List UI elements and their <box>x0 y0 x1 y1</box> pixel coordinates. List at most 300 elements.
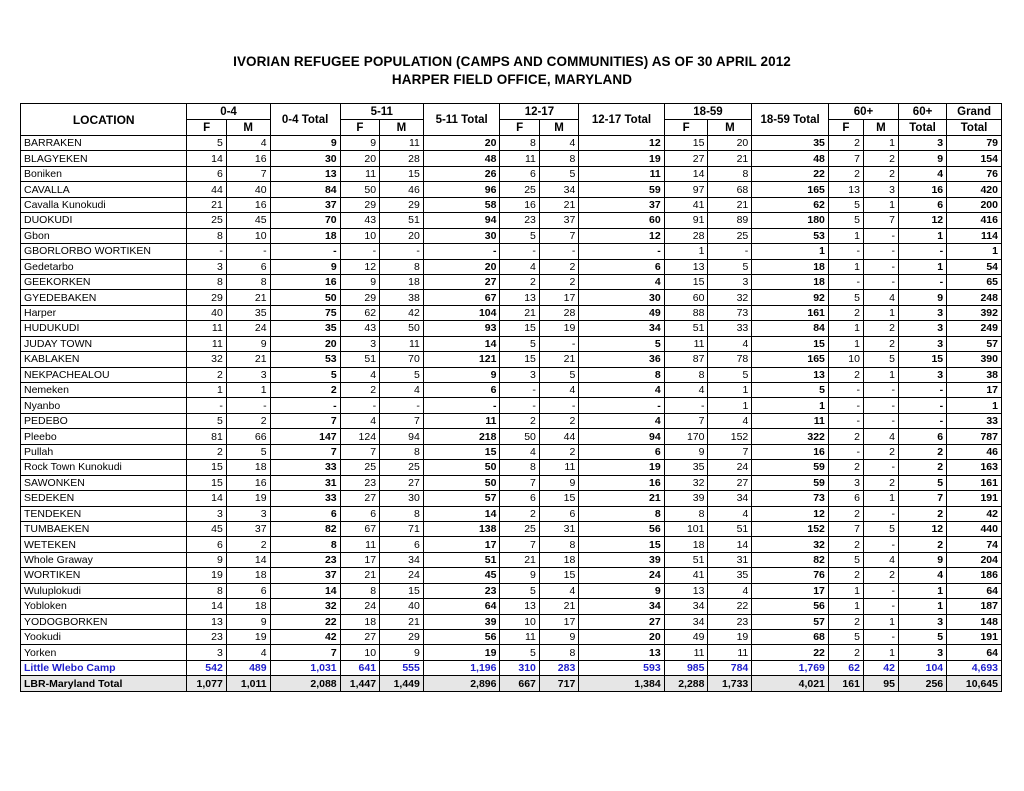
value-cell: - <box>828 274 863 289</box>
value-cell: 49 <box>664 630 708 645</box>
value-cell: 66 <box>226 429 270 444</box>
value-cell: 5 <box>270 367 340 382</box>
value-cell: 5 <box>828 552 863 567</box>
header-m-0-4: M <box>226 120 270 136</box>
value-cell: 12 <box>898 213 946 228</box>
value-cell: 8 <box>226 274 270 289</box>
value-cell: 5 <box>579 336 664 351</box>
value-cell: 283 <box>539 660 578 675</box>
value-cell: 21 <box>539 599 578 614</box>
value-cell: 4 <box>863 290 898 305</box>
value-cell: 310 <box>500 660 539 675</box>
value-cell: 249 <box>947 321 1002 336</box>
value-cell: 180 <box>752 213 829 228</box>
value-cell: 62 <box>828 660 863 675</box>
value-cell: 24 <box>708 460 752 475</box>
value-cell: 35 <box>664 460 708 475</box>
value-cell: - <box>500 398 539 413</box>
value-cell: 21 <box>500 305 539 320</box>
value-cell: 42 <box>380 305 424 320</box>
value-cell: 5 <box>898 475 946 490</box>
value-cell: 3 <box>898 645 946 660</box>
value-cell: 170 <box>664 429 708 444</box>
table-row <box>21 444 1002 459</box>
value-cell: 57 <box>947 336 1002 351</box>
value-cell: 40 <box>187 305 226 320</box>
value-cell: 1 <box>828 599 863 614</box>
value-cell: - <box>828 244 863 259</box>
value-cell: 18 <box>664 537 708 552</box>
value-cell: 34 <box>380 552 424 567</box>
value-cell: 152 <box>752 521 829 536</box>
value-cell: 68 <box>708 182 752 197</box>
value-cell: 23 <box>708 614 752 629</box>
value-cell: 58 <box>423 197 500 212</box>
value-cell: 76 <box>947 166 1002 181</box>
value-cell: 11 <box>187 336 226 351</box>
table-row <box>21 614 1002 629</box>
value-cell: 161 <box>947 475 1002 490</box>
value-cell: 38 <box>380 290 424 305</box>
value-cell: 2 <box>828 645 863 660</box>
value-cell: 91 <box>664 213 708 228</box>
value-cell: 18 <box>340 614 379 629</box>
value-cell: 7 <box>500 475 539 490</box>
value-cell: 4 <box>500 444 539 459</box>
value-cell: 2 <box>863 321 898 336</box>
value-cell: 51 <box>340 352 379 367</box>
value-cell: 41 <box>664 568 708 583</box>
value-cell: 6 <box>187 537 226 552</box>
header-group-0-4: 0-4 <box>187 104 270 120</box>
location-cell: Yorken <box>21 645 187 660</box>
value-cell: 23 <box>187 630 226 645</box>
value-cell: 32 <box>270 599 340 614</box>
value-cell: 94 <box>380 429 424 444</box>
value-cell: 18 <box>270 228 340 243</box>
value-cell: 24 <box>340 599 379 614</box>
value-cell: 11 <box>380 136 424 151</box>
location-cell: YODOGBORKEN <box>21 614 187 629</box>
value-cell: 1 <box>828 583 863 598</box>
value-cell: - <box>539 336 578 351</box>
value-cell: 5 <box>863 521 898 536</box>
page-title: IVORIAN REFUGEE POPULATION (CAMPS AND COMMUNITIES) AS OF 30 APRIL 2012 <box>233 54 791 69</box>
table-row <box>21 197 1002 212</box>
value-cell: 787 <box>947 429 1002 444</box>
value-cell: 1 <box>708 398 752 413</box>
location-cell: Yookudi <box>21 630 187 645</box>
value-cell: 62 <box>752 197 829 212</box>
value-cell: 3 <box>187 645 226 660</box>
value-cell: 1 <box>226 383 270 398</box>
value-cell: 3 <box>898 614 946 629</box>
value-cell: 191 <box>947 491 1002 506</box>
value-cell: 6 <box>187 166 226 181</box>
value-cell: 15 <box>187 475 226 490</box>
value-cell: 25 <box>500 521 539 536</box>
value-cell: 5 <box>380 367 424 382</box>
table-row <box>21 166 1002 181</box>
value-cell: 60 <box>664 290 708 305</box>
value-cell: 3 <box>708 274 752 289</box>
value-cell: 1 <box>828 228 863 243</box>
value-cell: 51 <box>380 213 424 228</box>
value-cell: 34 <box>579 321 664 336</box>
value-cell: 19 <box>579 151 664 166</box>
value-cell: 33 <box>708 321 752 336</box>
value-cell: 41 <box>664 197 708 212</box>
value-cell: 23 <box>500 213 539 228</box>
value-cell: 7 <box>270 413 340 428</box>
value-cell: 13 <box>500 599 539 614</box>
value-cell: 5 <box>500 228 539 243</box>
value-cell: - <box>270 244 340 259</box>
value-cell: 22 <box>270 614 340 629</box>
value-cell: 73 <box>708 305 752 320</box>
value-cell: 191 <box>947 630 1002 645</box>
value-cell: 124 <box>340 429 379 444</box>
value-cell: 641 <box>340 660 379 675</box>
value-cell: - <box>863 383 898 398</box>
value-cell: 9 <box>340 274 379 289</box>
value-cell: 73 <box>752 491 829 506</box>
value-cell: 11 <box>340 537 379 552</box>
value-cell: 26 <box>423 166 500 181</box>
value-cell: 68 <box>752 630 829 645</box>
value-cell: 28 <box>664 228 708 243</box>
value-cell: 5 <box>752 383 829 398</box>
table-row <box>21 244 1002 259</box>
value-cell: 34 <box>579 599 664 614</box>
location-cell: NEKPACHEALOU <box>21 367 187 382</box>
value-cell: 4 <box>579 383 664 398</box>
value-cell: 2 <box>828 136 863 151</box>
value-cell: 7 <box>898 491 946 506</box>
value-cell: 9 <box>270 259 340 274</box>
table-row <box>21 398 1002 413</box>
value-cell: 3 <box>898 305 946 320</box>
table-row <box>21 460 1002 475</box>
value-cell: 2 <box>828 429 863 444</box>
value-cell: 8 <box>187 274 226 289</box>
value-cell: 1 <box>947 244 1002 259</box>
value-cell: 2 <box>898 460 946 475</box>
value-cell: 4 <box>380 383 424 398</box>
value-cell: 50 <box>340 182 379 197</box>
value-cell: 27 <box>579 614 664 629</box>
value-cell: 1,011 <box>226 676 270 691</box>
value-cell: - <box>664 398 708 413</box>
header-f-12-17: F <box>500 120 539 136</box>
header-m-18-59: M <box>708 120 752 136</box>
value-cell: 21 <box>226 352 270 367</box>
value-cell: 50 <box>500 429 539 444</box>
value-cell: 1 <box>863 614 898 629</box>
value-cell: 248 <box>947 290 1002 305</box>
location-cell: KABLAKEN <box>21 352 187 367</box>
value-cell: 31 <box>708 552 752 567</box>
table-row <box>21 367 1002 382</box>
value-cell: 8 <box>380 259 424 274</box>
value-cell: 18 <box>539 552 578 567</box>
value-cell: 19 <box>423 645 500 660</box>
location-cell: GYEDEBAKEN <box>21 290 187 305</box>
value-cell: 50 <box>423 460 500 475</box>
value-cell: - <box>828 444 863 459</box>
value-cell: 14 <box>187 491 226 506</box>
value-cell: 34 <box>539 182 578 197</box>
value-cell: 1,196 <box>423 660 500 675</box>
value-cell: 40 <box>226 182 270 197</box>
value-cell: - <box>863 413 898 428</box>
total-row <box>21 676 1002 691</box>
value-cell: - <box>898 398 946 413</box>
value-cell: 7 <box>270 645 340 660</box>
value-cell: 5 <box>187 413 226 428</box>
value-cell: 1 <box>664 244 708 259</box>
value-cell: 7 <box>708 444 752 459</box>
value-cell: 21 <box>500 552 539 567</box>
value-cell: 31 <box>539 521 578 536</box>
location-cell: BLAGYEKEN <box>21 151 187 166</box>
table-row <box>21 429 1002 444</box>
value-cell: 33 <box>270 460 340 475</box>
value-cell: 13 <box>187 614 226 629</box>
table-row <box>21 228 1002 243</box>
value-cell: 10 <box>340 645 379 660</box>
value-cell: 13 <box>752 367 829 382</box>
header-group-60-plus: 60+ <box>828 104 898 120</box>
value-cell: 6 <box>898 429 946 444</box>
value-cell: 20 <box>708 136 752 151</box>
value-cell: 1,733 <box>708 676 752 691</box>
value-cell: 2 <box>226 413 270 428</box>
value-cell: - <box>340 244 379 259</box>
value-cell: 17 <box>423 537 500 552</box>
value-cell: 1,769 <box>752 660 829 675</box>
value-cell: 34 <box>708 491 752 506</box>
value-cell: 7 <box>539 228 578 243</box>
value-cell: 1 <box>898 583 946 598</box>
value-cell: 22 <box>752 645 829 660</box>
value-cell: 104 <box>423 305 500 320</box>
value-cell: 32 <box>752 537 829 552</box>
value-cell: 3 <box>898 336 946 351</box>
value-cell: 20 <box>579 630 664 645</box>
value-cell: 27 <box>380 475 424 490</box>
population-table <box>20 103 1002 692</box>
table-row <box>21 413 1002 428</box>
value-cell: - <box>863 398 898 413</box>
value-cell: 21 <box>187 197 226 212</box>
value-cell: - <box>863 506 898 521</box>
header-total-60-plus-bottom: Total <box>898 120 946 136</box>
value-cell: 45 <box>187 521 226 536</box>
value-cell: 88 <box>664 305 708 320</box>
value-cell: 12 <box>579 228 664 243</box>
value-cell: - <box>898 244 946 259</box>
value-cell: 3 <box>226 506 270 521</box>
value-cell: 28 <box>539 305 578 320</box>
value-cell: 15 <box>579 537 664 552</box>
value-cell: 5 <box>863 352 898 367</box>
value-cell: 11 <box>539 460 578 475</box>
value-cell: 2 <box>898 537 946 552</box>
value-cell: 18 <box>226 568 270 583</box>
value-cell: 22 <box>708 599 752 614</box>
value-cell: - <box>423 398 500 413</box>
value-cell: 17 <box>539 614 578 629</box>
value-cell: 2 <box>863 151 898 166</box>
value-cell: 35 <box>752 136 829 151</box>
value-cell: 1 <box>828 336 863 351</box>
value-cell: 21 <box>708 151 752 166</box>
location-cell: Boniken <box>21 166 187 181</box>
value-cell: 33 <box>947 413 1002 428</box>
location-cell: SEDEKEN <box>21 491 187 506</box>
value-cell: 32 <box>664 475 708 490</box>
value-cell: 14 <box>423 506 500 521</box>
value-cell: 6 <box>340 506 379 521</box>
value-cell: 13 <box>664 259 708 274</box>
location-cell: Cavalla Kunokudi <box>21 197 187 212</box>
value-cell: 416 <box>947 213 1002 228</box>
value-cell: 8 <box>579 367 664 382</box>
value-cell: 101 <box>664 521 708 536</box>
value-cell: 5 <box>708 259 752 274</box>
value-cell: 15 <box>380 166 424 181</box>
value-cell: 1 <box>752 244 829 259</box>
location-cell: Pullah <box>21 444 187 459</box>
value-cell: 2 <box>828 460 863 475</box>
table-row <box>21 274 1002 289</box>
value-cell: 6 <box>579 259 664 274</box>
value-cell: 32 <box>187 352 226 367</box>
value-cell: 11 <box>423 413 500 428</box>
value-cell: 29 <box>187 290 226 305</box>
value-cell: 3 <box>828 475 863 490</box>
value-cell: 1 <box>863 491 898 506</box>
value-cell: 4 <box>539 383 578 398</box>
camp-row <box>21 660 1002 675</box>
location-cell: Pleebo <box>21 429 187 444</box>
value-cell: 11 <box>664 336 708 351</box>
header-total-18-59: 18-59 Total <box>752 104 829 136</box>
table-row <box>21 151 1002 166</box>
value-cell: 3 <box>187 259 226 274</box>
value-cell: 70 <box>270 213 340 228</box>
location-cell: WETEKEN <box>21 537 187 552</box>
location-cell: TUMBAEKEN <box>21 521 187 536</box>
location-cell: HUDUKUDI <box>21 321 187 336</box>
value-cell: 392 <box>947 305 1002 320</box>
location-cell: Gedetarbo <box>21 259 187 274</box>
value-cell: 11 <box>500 630 539 645</box>
value-cell: 2,288 <box>664 676 708 691</box>
header-total-0-4: 0-4 Total <box>270 104 340 136</box>
value-cell: 71 <box>380 521 424 536</box>
table-row <box>21 552 1002 567</box>
value-cell: 46 <box>380 182 424 197</box>
value-cell: 6 <box>828 491 863 506</box>
value-cell: 420 <box>947 182 1002 197</box>
value-cell: 81 <box>187 429 226 444</box>
value-cell: 121 <box>423 352 500 367</box>
value-cell: 1 <box>752 398 829 413</box>
value-cell: 59 <box>752 460 829 475</box>
value-cell: 4 <box>340 413 379 428</box>
value-cell: 3 <box>898 136 946 151</box>
table-row <box>21 599 1002 614</box>
value-cell: 31 <box>270 475 340 490</box>
value-cell: 1 <box>898 599 946 614</box>
value-cell: 17 <box>752 583 829 598</box>
location-cell: Little Wlebo Camp <box>21 660 187 675</box>
value-cell: 8 <box>270 537 340 552</box>
value-cell: 2 <box>898 506 946 521</box>
value-cell: 25 <box>187 213 226 228</box>
value-cell: 84 <box>752 321 829 336</box>
location-cell: Nemeken <box>21 383 187 398</box>
header-f-0-4: F <box>187 120 226 136</box>
value-cell: 104 <box>898 660 946 675</box>
value-cell: 16 <box>898 182 946 197</box>
value-cell: 8 <box>539 151 578 166</box>
value-cell: 11 <box>500 151 539 166</box>
value-cell: 11 <box>579 166 664 181</box>
value-cell: 2 <box>828 506 863 521</box>
value-cell: 1 <box>863 645 898 660</box>
value-cell: 14 <box>664 166 708 181</box>
value-cell: 165 <box>752 182 829 197</box>
value-cell: 4 <box>539 136 578 151</box>
location-cell: BARRAKEN <box>21 136 187 151</box>
location-cell: Wuluplokudi <box>21 583 187 598</box>
value-cell: 8 <box>187 583 226 598</box>
value-cell: 15 <box>500 352 539 367</box>
value-cell: 51 <box>708 521 752 536</box>
value-cell: 8 <box>664 367 708 382</box>
value-cell: 13 <box>664 583 708 598</box>
value-cell: 46 <box>947 444 1002 459</box>
value-cell: 64 <box>947 645 1002 660</box>
value-cell: 15 <box>187 460 226 475</box>
value-cell: 25 <box>708 228 752 243</box>
value-cell: 390 <box>947 352 1002 367</box>
value-cell: 13 <box>828 182 863 197</box>
table-row <box>21 305 1002 320</box>
header-grand-total-top: Grand <box>947 104 1002 120</box>
value-cell: 11 <box>187 321 226 336</box>
value-cell: 985 <box>664 660 708 675</box>
value-cell: 43 <box>340 321 379 336</box>
value-cell: 5 <box>898 630 946 645</box>
header-grand-total-bottom: Total <box>947 120 1002 136</box>
value-cell: - <box>187 244 226 259</box>
value-cell: 163 <box>947 460 1002 475</box>
value-cell: 187 <box>947 599 1002 614</box>
table-row <box>21 136 1002 151</box>
value-cell: 64 <box>423 599 500 614</box>
header-total-60-plus-top: 60+ <box>898 104 946 120</box>
table-row <box>21 182 1002 197</box>
value-cell: 27 <box>340 630 379 645</box>
value-cell: 5 <box>187 136 226 151</box>
value-cell: 29 <box>380 197 424 212</box>
value-cell: 6 <box>500 491 539 506</box>
value-cell: 20 <box>423 259 500 274</box>
